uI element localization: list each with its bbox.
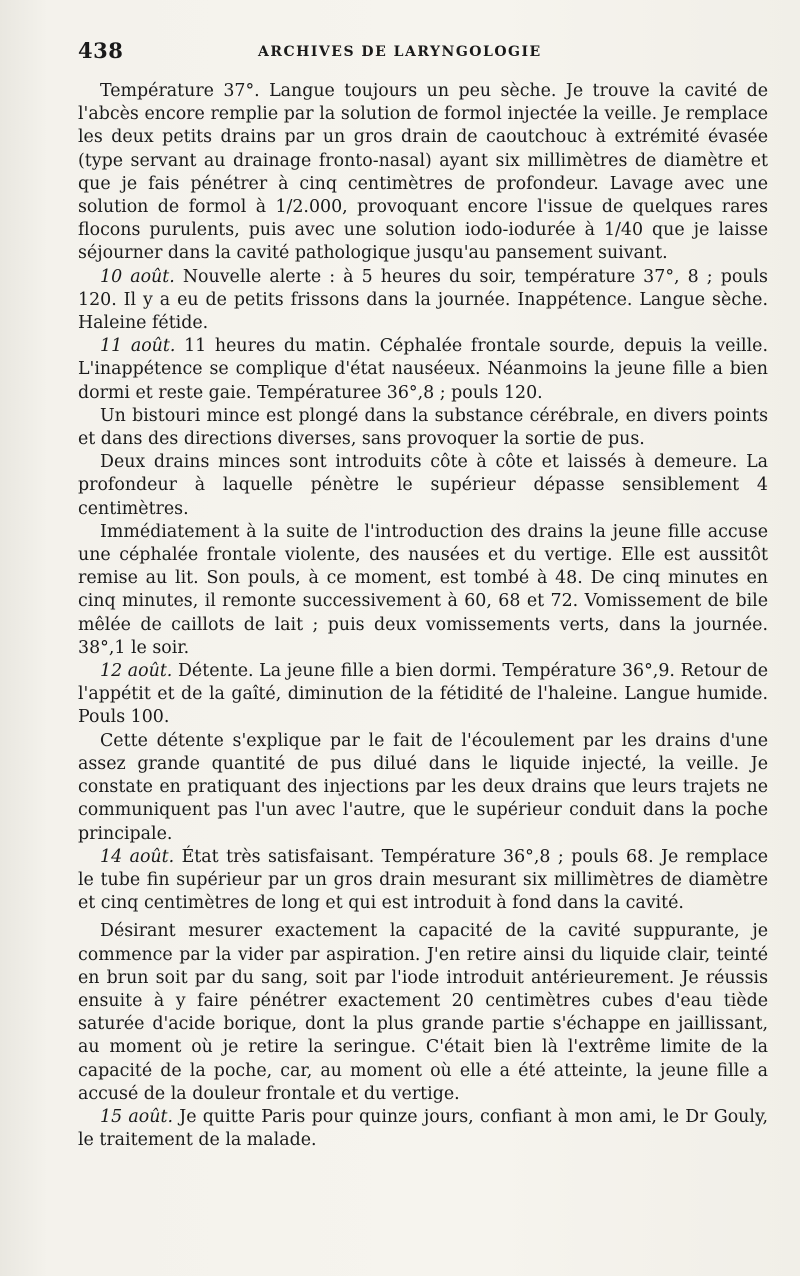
paragraph-text: Un bistouri mince est plongé dans la substance cérébrale, en divers points et dans des directions diverses, sans provoquer la sortie de pus.: [78, 405, 768, 450]
paragraph-text: Détente. La jeune fille a bien dormi. Température 36°,9. Retour de l'appétit et de la gaîté, diminution de la fétidité de l'haleine. Langue humide. Pouls 100.: [78, 661, 768, 728]
entry-date: 12 août.: [100, 661, 173, 682]
paragraph: [78, 80, 768, 266]
page-number: 438: [78, 38, 124, 63]
paragraph: [78, 405, 768, 451]
paragraph-text: Nouvelle alerte : à 5 heures du soir, température 37°, 8 ; pouls 120. Il y a eu de petits frissons dans la journée. Inappétence. Langue sèche. Haleine fétide.: [78, 266, 768, 334]
paragraph-text: Immédiatement à la suite de l'introduction des drains la jeune fille accuse une céphalée frontale violente, des nausées et du vertige. Elle est aussitôt remise au lit. Son pouls, à ce moment, est tombé à 48. De cinq minutes en cinq minutes, il remonte successivement à 60, 68 et 72. Vomissement de bile mêlée de caillots de lait ; puis deux vomissements verts, dans la journée. 38°,1 le soir.: [78, 521, 768, 658]
paragraph-text: Je quitte Paris pour quinze jours, confiant à mon ami, le Dr Gouly, le traitement de la malade.: [78, 1106, 768, 1151]
paragraph-text: Cette détente s'explique par le fait de l'écoulement par les drains d'une assez grande quantité de pus dilué dans le liquide injecté, la veille. Je constate en pratiquant des injections par les deux drains que leurs trajets ne communiquent pas l'un avec l'autre, que le supérieur conduit dans la poche principale.: [78, 730, 768, 844]
paragraph: [78, 1106, 768, 1152]
paragraph-text: 11 heures du matin. Céphalée frontale sourde, depuis la veille. L'inappétence se complique d'état nauséeux. Néanmoins la jeune fille a bien dormi et reste gaie. Températuree 36°,8 ; pouls 120.: [78, 336, 768, 403]
running-head: [78, 38, 768, 70]
paragraph-text: État très satisfaisant. Température 36°,8 ; pouls 68. Je remplace le tube fin supérieur par un gros drain mesurant six millimètres de diamètre et cinq centimètres de long et qui est introduit à fond dans la cavité.: [78, 846, 768, 914]
entry-date: 10 août.: [100, 266, 175, 287]
paragraph: [78, 335, 768, 405]
paragraph: [78, 846, 768, 916]
paragraph-text: Température 37°. Langue toujours un peu sèche. Je trouve la cavité de l'abcès encore remplie par la solution de formol injectée la veille. Je remplace les deux petits drains par un gros drain de caoutchouc à extrémité évasée (type servant au drainage fronto-nasal) ayant six millimètres de diamètre et que je fais pénétrer à cinq centimètres de profondeur. Lavage avec une solution de formol à 1/2.000, provoquant encore l'issue de quelques rares flocons purulents, puis avec une solution iodo-iodurée à 1/40 que je laisse séjourner dans la cavité pathologique jusqu'au pansement suivant.: [78, 81, 768, 264]
entry-date: 15 août.: [100, 1106, 173, 1127]
paragraph: [78, 660, 768, 730]
paragraph-text: Désirant mesurer exactement la capacité de la cavité suppurante, je commence par la vider par aspiration. J'en retire ainsi du liquide clair, teinté en brun soit par du sang, soit par l'iode introduit antérieurement. Je réussis ensuite à y faire pénétrer exactement 20 centimètres cubes d'eau tiède saturée d'acide borique, dont la plus grande partie s'échappe en jaillissant, au moment où je retire la seringue. C'était bien là l'extrême limite de la capacité de la poche, car, au moment où elle a été atteinte, la jeune fille a accusé de la douleur frontale et du vertige.: [78, 921, 768, 1104]
paragraph-text: Deux drains minces sont introduits côte à côte et laissés à demeure. La profondeur à laquelle pénètre le supérieur dépasse sensiblement 4 centimètres.: [78, 452, 768, 519]
entry-date: 11 août.: [100, 336, 176, 357]
paragraph: [78, 920, 768, 1106]
body-text: [78, 80, 768, 1152]
paragraph: [78, 451, 768, 521]
entry-date: 14 août.: [100, 846, 175, 867]
paragraph: [78, 266, 768, 336]
paragraph: [78, 521, 768, 660]
paragraph: [78, 730, 768, 846]
journal-title: ARCHIVES DE LARYNGOLOGIE: [258, 44, 542, 60]
